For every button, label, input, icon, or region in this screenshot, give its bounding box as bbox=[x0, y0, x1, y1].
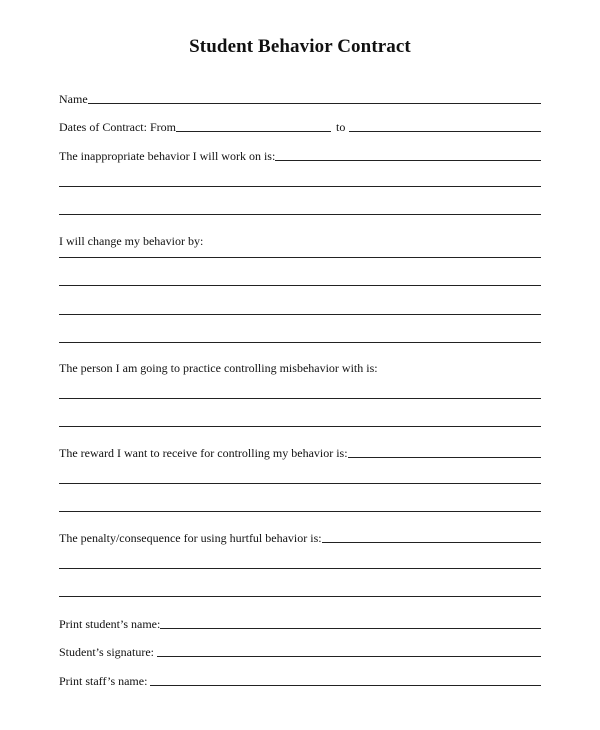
student-name-label: Print student’s name: bbox=[59, 617, 161, 631]
practice-person-line-1[interactable] bbox=[59, 398, 541, 399]
penalty-line-3[interactable] bbox=[59, 596, 541, 597]
penalty-row bbox=[59, 529, 541, 545]
dates-row bbox=[59, 118, 541, 134]
student-signature-row bbox=[59, 643, 541, 659]
penalty-line-2[interactable] bbox=[59, 568, 541, 569]
change-behavior-line-3[interactable] bbox=[59, 314, 541, 315]
student-name-row bbox=[59, 615, 541, 631]
student-signature-label: Student’s signature: bbox=[59, 645, 154, 659]
change-behavior-row bbox=[59, 232, 541, 248]
inappropriate-behavior-line-2[interactable] bbox=[59, 186, 541, 187]
staff-name-label: Print staff’s name: bbox=[59, 674, 148, 688]
name-input-line[interactable] bbox=[88, 103, 541, 104]
staff-name-row bbox=[59, 672, 541, 688]
inappropriate-behavior-line-3[interactable] bbox=[59, 214, 541, 215]
reward-row bbox=[59, 444, 541, 460]
inappropriate-behavior-row bbox=[59, 147, 541, 163]
inappropriate-behavior-input-line[interactable] bbox=[275, 160, 541, 161]
student-name-input-line[interactable] bbox=[160, 628, 541, 629]
change-behavior-line-2[interactable] bbox=[59, 285, 541, 286]
reward-line-2[interactable] bbox=[59, 483, 541, 484]
practice-person-line-2[interactable] bbox=[59, 426, 541, 427]
dates-from-input-line[interactable] bbox=[176, 131, 331, 132]
reward-line-3[interactable] bbox=[59, 511, 541, 512]
change-behavior-line-1[interactable] bbox=[59, 257, 541, 258]
reward-label: The reward I want to receive for controlling my behavior is: bbox=[59, 446, 348, 460]
reward-input-line[interactable] bbox=[348, 457, 541, 458]
penalty-label: The penalty/consequence for using hurtful behavior is: bbox=[59, 531, 322, 545]
dates-to-input-line[interactable] bbox=[349, 131, 541, 132]
dates-to-label: to bbox=[335, 120, 346, 134]
change-behavior-line-4[interactable] bbox=[59, 342, 541, 343]
page-title: Student Behavior Contract bbox=[189, 36, 411, 57]
penalty-input-line[interactable] bbox=[322, 542, 541, 543]
inappropriate-behavior-label: The inappropriate behavior I will work on is: bbox=[59, 149, 276, 163]
practice-person-label: The person I am going to practice controlling misbehavior with is: bbox=[59, 361, 378, 375]
student-signature-input-line[interactable] bbox=[157, 656, 541, 657]
change-behavior-label: I will change my behavior by: bbox=[59, 234, 204, 248]
name-row bbox=[59, 90, 541, 106]
name-label: Name bbox=[59, 92, 88, 106]
staff-name-input-line[interactable] bbox=[150, 685, 541, 686]
dates-from-label: Dates of Contract: From bbox=[59, 120, 176, 134]
practice-person-row bbox=[59, 359, 541, 375]
